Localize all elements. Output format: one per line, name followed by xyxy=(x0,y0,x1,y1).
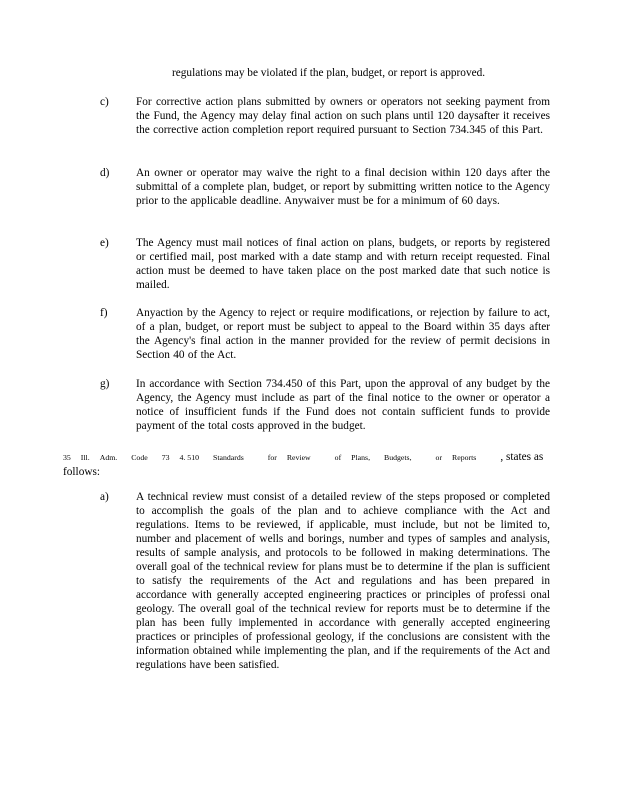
citation-part: for xyxy=(267,453,277,462)
citation-part: Standards xyxy=(213,453,244,462)
citation-part: or xyxy=(435,453,443,462)
citation-part: Adm. xyxy=(99,453,118,462)
citation-part: 4. 510 xyxy=(179,453,199,462)
item-text: Anyaction by the Agency to reject or require modifications, or rejection by failure to act, of a plan, budget, or report must be subject to appeal to the Board within 35 days after the Agency's final action in the manner provided for the review of permit decisions in Section 40 of the Act. xyxy=(136,307,550,361)
citation-part: Plans, xyxy=(351,453,371,462)
citation-part: Budgets, xyxy=(384,453,412,462)
citation-part: Review xyxy=(286,453,311,462)
item-label: a) xyxy=(100,491,109,503)
citation-part: 73 xyxy=(161,453,170,462)
section-citation xyxy=(63,450,543,479)
citation-part: Code xyxy=(131,453,148,462)
item-text: The Agency must mail notices of final action on plans, budgets, or reports by registered or certified mail, post marked with a date stamp and with return receipt requested. Final action must be deemed to have taken place on the post marked date that such notice is mailed. xyxy=(136,237,550,291)
citation-part: Reports xyxy=(452,453,477,462)
item-label: c) xyxy=(100,96,109,108)
item-text: An owner or operator may waive the right to a final decision within 120 days after the submittal of a complete plan, budget, or report by submitting written notice to the Agency prior to the applicable deadline. Anywaiver must be for a minimum of 60 days. xyxy=(136,167,550,207)
item-label: g) xyxy=(100,378,110,390)
citation-part: Ill. xyxy=(80,453,90,462)
item-label: f) xyxy=(100,307,108,319)
continuation-text: regulations may be violated if the plan, budget, or report is approved. xyxy=(172,67,486,79)
item-label: d) xyxy=(100,167,110,179)
item-text: For corrective action plans submitted by owners or operators not seeking payment from the Fund, the Agency may delay final action on such plans until 120 daysafter it receives the corrective action completion report required pursuant to Section 734.345 of this Part. xyxy=(136,96,550,136)
citation-part: 35 xyxy=(63,453,71,462)
citation-line2: follows: xyxy=(63,466,101,478)
item-label: e) xyxy=(100,237,109,249)
item-text: In accordance with Section 734.450 of this Part, upon the approval of any budget by the Agency, the Agency must include as part of the final notice to the owner or operator a notice of insufficient funds if the Fund does not contain sufficient funds to provide payment of the total costs approved in the budget. xyxy=(136,378,550,432)
citation-line xyxy=(63,450,543,465)
citation-part: of xyxy=(334,453,342,462)
item-text: A technical review must consist of a detailed review of the steps proposed or completed to accomplish the goals of the plan and to achieve compliance with the Act and regulations. Items to be reviewed, if applicable, must include, but not be limited to, number and placement of wells and borings, number and types of samples and analysis, results of sample analysis, and protocols to be followed in making determinations. The overall goal of the technical review for plans must be to determine if the plan is sufficient to satisfy the requirements of the Act and regulations and has been prepared in accordance with generally accepted engineering practices or principles of professi onal geology. The overall goal of the technical review for reports must be to determine if the plan has been fully implemented in accordance with generally accepted engineering practices or principles of professional geology, if the conclusions are consistent with the information obtained while implementing the plan, and if the requirements of the Act and regulations have been satisfied. xyxy=(136,491,550,671)
citation-tail: , states as xyxy=(500,451,544,463)
